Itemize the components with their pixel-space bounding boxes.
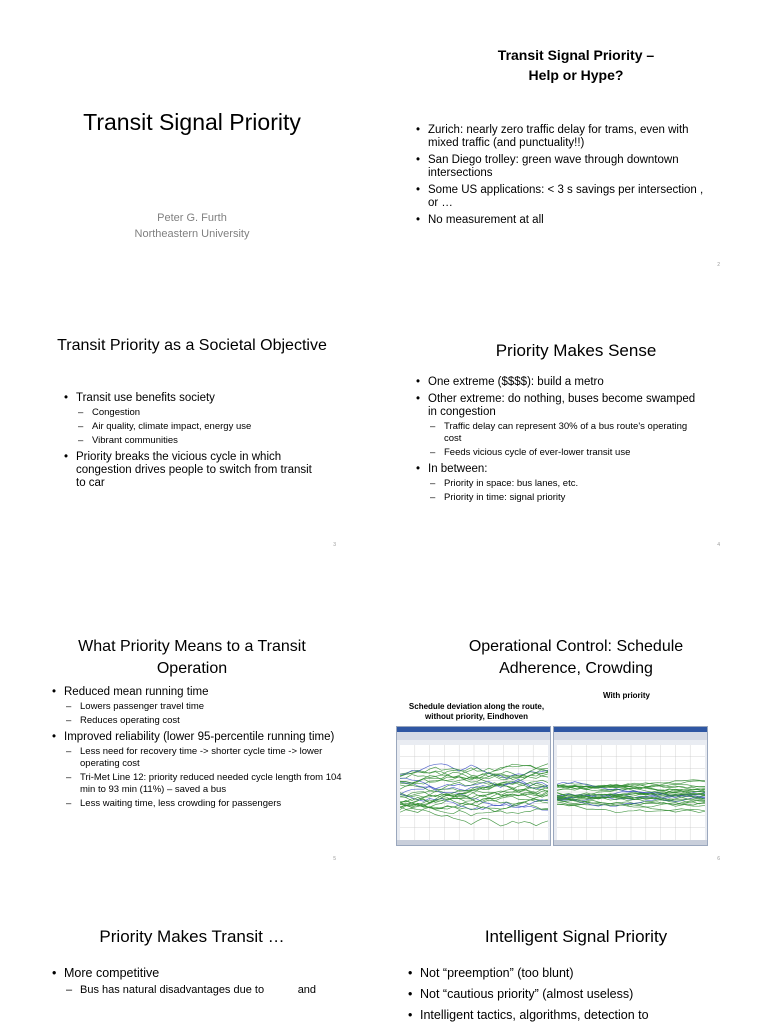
slide-6 <box>384 580 768 870</box>
bullet-list <box>52 686 342 814</box>
slide-4 <box>384 290 768 580</box>
page-number: 3 <box>333 542 336 548</box>
caption-line-1: Schedule deviation along the route, <box>408 702 545 711</box>
sub-bullet-item: – Bus has natural disadvantages due to and <box>66 983 342 997</box>
slide-title: Intelligent Signal Priority <box>484 927 668 946</box>
sub-bullet-item: – Feeds vicious cycle of ever-lower transit use <box>430 447 696 459</box>
slide-title-line-2: Adherence, Crowding <box>499 660 653 677</box>
bullet-item: • Priority breaks the vicious cycle in which congestion drives people to switch from transit to car <box>64 451 314 490</box>
page-number: 5 <box>333 856 336 862</box>
bullet-item: • One extreme ($$$$): build a metro <box>416 376 696 389</box>
slide-title-line-2: Help or Hype? <box>528 67 624 83</box>
bullet-item: • Not “cautious priority” (almost useless) <box>408 987 708 1002</box>
schedule-deviation-plot-with-priority <box>557 745 705 840</box>
slide-title: Priority Makes Sense <box>495 341 657 360</box>
sub-bullet-item: – Air quality, climate impact, energy use <box>78 421 314 433</box>
bullet-item <box>64 392 314 447</box>
bullet-item: • San Diego trolley: green wave through downtown intersections <box>416 154 706 180</box>
sub-bullet-item: – Less waiting time, less crowding for passengers <box>66 798 342 810</box>
bullet-item: • Some US applications: < 3 s savings per intersection , or … <box>416 184 706 210</box>
chart-caption-without-priority <box>394 702 559 722</box>
bullet-text: Other extreme: do nothing, buses become swamped in congestion <box>428 393 696 418</box>
bullet-text: In between: <box>428 463 488 475</box>
bullet-item: • Zurich: nearly zero traffic delay for trams, even with mixed traffic (and punctuality!!) <box>416 124 706 150</box>
sub-bullet-item: – Lowers passenger travel time <box>66 701 342 713</box>
bullet-list <box>408 966 708 1024</box>
schedule-deviation-lines <box>557 745 705 840</box>
slide-title-line-1: What Priority Means to a Transit <box>78 638 306 655</box>
bullet-item: • No measurement at all <box>416 214 706 227</box>
window-statusbar <box>554 840 707 845</box>
slide-title-line-2: Operation <box>156 660 228 677</box>
sub-bullet-list <box>64 983 342 997</box>
bullet-item: • Not “preemption” (too blunt) <box>408 966 708 981</box>
slide-7 <box>0 870 384 1024</box>
caption-line-2: without priority, Eindhoven <box>425 712 528 721</box>
sub-bullet-list <box>428 478 696 504</box>
window-toolbar <box>554 732 707 740</box>
chart-caption-with-priority: With priority <box>602 691 651 700</box>
window-statusbar <box>397 840 550 845</box>
sub-bullet-item: – Congestion <box>78 407 314 419</box>
page-number: 4 <box>717 542 720 548</box>
sub-bullet-item: – Priority in space: bus lanes, etc. <box>430 478 696 490</box>
slide-5 <box>0 580 384 870</box>
page-number: 2 <box>717 262 720 268</box>
slide-2 <box>384 0 768 290</box>
sub-bullet-item: – Less need for recovery time -> shorter cycle time -> lower operating cost <box>66 746 342 770</box>
bullet-text: Improved reliability (lower 95-percentile running time) <box>64 731 335 743</box>
slide-8 <box>384 870 768 1024</box>
window-toolbar <box>397 732 550 740</box>
sub-bullet-item: – Vibrant communities <box>78 435 314 447</box>
sub-bullet-list <box>76 407 314 447</box>
bullet-text: Reduced mean running time <box>64 686 209 698</box>
bullet-item <box>52 686 342 727</box>
bullet-item <box>52 731 342 810</box>
page-number: 6 <box>717 856 720 862</box>
slide-3 <box>0 290 384 580</box>
slide-title-line-1: Transit Signal Priority – <box>497 47 655 63</box>
bullet-text: Transit use benefits society <box>76 392 215 404</box>
bullet-item <box>52 966 342 997</box>
bullet-list <box>52 966 342 1001</box>
schedule-deviation-plot-without-priority <box>400 745 548 840</box>
slide-1 <box>0 0 384 290</box>
sub-bullet-item: – Priority in time: signal priority <box>430 492 696 504</box>
sub-bullet-list <box>64 746 342 810</box>
bullet-list <box>416 376 696 508</box>
chart-window-without-priority <box>396 726 551 846</box>
sub-bullet-list <box>64 701 342 727</box>
bullet-text: More competitive <box>64 966 160 980</box>
author-affiliation: Northeastern University <box>134 228 250 240</box>
schedule-deviation-lines <box>400 745 548 840</box>
bullet-item: • Intelligent tactics, algorithms, detection to <box>408 1008 708 1023</box>
sub-bullet-item: – Traffic delay can represent 30% of a bus route's operating cost <box>430 421 696 445</box>
slide-title-line-1: Operational Control: Schedule <box>468 638 684 655</box>
bullet-list <box>416 124 706 231</box>
bullet-list <box>64 392 314 494</box>
sub-bullet-item: – Reduces operating cost <box>66 715 342 727</box>
slide-title: Priority Makes Transit … <box>99 927 285 946</box>
slide-title: Transit Priority as a Societal Objective <box>57 337 327 354</box>
slide-title: Transit Signal Priority <box>83 109 301 135</box>
sub-bullet-item: – Tri-Met Line 12: priority reduced needed cycle length from 104 min to 93 min (11%) – saved a bus <box>66 772 342 796</box>
author-name: Peter G. Furth <box>157 212 227 224</box>
bullet-item <box>416 463 696 504</box>
bullet-item <box>416 393 696 459</box>
chart-window-with-priority <box>553 726 708 846</box>
sub-bullet-list <box>428 421 696 459</box>
